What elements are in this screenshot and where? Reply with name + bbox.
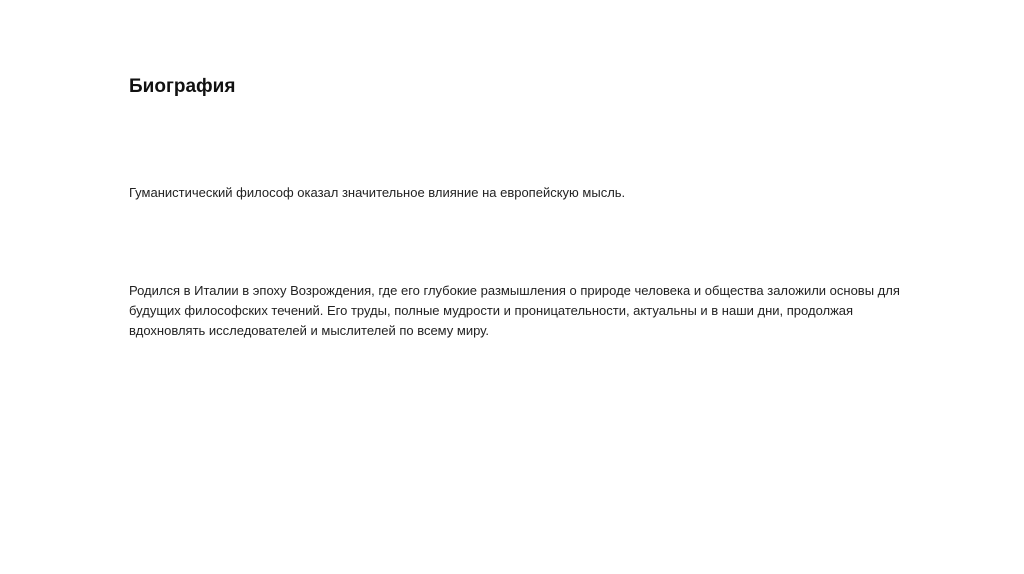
body-line: Родился в Италии в эпоху Возрождения, где его глубокие размышления о природе человека и общества заложили основы для xyxy=(129,283,900,298)
lead-text: Гуманистический философ оказал значительное влияние на европейскую мысль. xyxy=(129,185,626,200)
body-line: вдохновлять исследователей и мыслителей по всему миру. xyxy=(129,323,489,338)
body-paragraph xyxy=(129,281,900,341)
slide-title: Биография xyxy=(129,76,236,97)
body-line: будущих философских течений. Его труды, полные мудрости и проницательности, актуальны и в наши дни, продолжая xyxy=(129,303,854,318)
